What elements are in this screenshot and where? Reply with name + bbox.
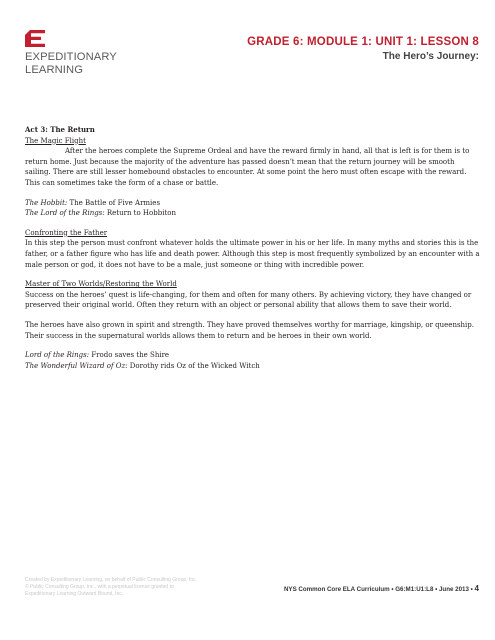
logo-wordmark: EXPEDITIONARY LEARNING [25, 51, 117, 76]
section-heading-master-two-worlds: Master of Two Worlds/Restoring the World [25, 280, 177, 289]
curriculum-line: NYS Common Core ELA Curriculum • G6:M1:U1:L8 • June 2013 • [283, 586, 473, 593]
example-wizard-of-oz [25, 361, 480, 372]
act-heading: Act 3: The Return [25, 125, 95, 134]
copyright-notice [25, 577, 225, 598]
page-number: 4 [474, 584, 479, 593]
master-two-worlds-paragraph-1: Success on the heroes’ quest is life-changing, for them and often for many others. By achieving victory, they have changed or preserved their original world. Often they return with an object or personal ability that allows them to save their world. [25, 290, 472, 310]
example-title: The Wonderful Wizard of Oz: [25, 361, 128, 370]
master-two-worlds-paragraph-2: The heroes have also grown in spirit and strength. They have proved themselves worthy for marriage, kingship, or queenship. Their success in the supernatural worlds allows them to return and be heroes in their own world. [25, 320, 474, 340]
example-text: Dorothy rids Oz of the Wicked Witch [127, 361, 260, 370]
page-footer [284, 584, 479, 593]
copyright-line: Expeditionary Learning Outward Bound, Inc. [25, 591, 124, 597]
example-text: The Battle of Five Armies [67, 198, 161, 207]
example-text: Return to Hobbiton [104, 209, 176, 218]
example-title: Lord of the Rings: [25, 351, 90, 360]
section-heading-confronting-father: Confronting the Father [25, 228, 108, 237]
example-title: The Lord of the Rings: [25, 209, 105, 218]
expeditionary-learning-logo [25, 30, 117, 76]
grade-module-unit-lesson: GRADE 6: MODULE 1: UNIT 1: LESSON 8 [247, 36, 479, 48]
example-hobbit [25, 198, 480, 209]
copyright-line: © Public Consulting Group, Inc., with a perpetual license granted to [25, 584, 174, 590]
example-text: Frodo saves the Shire [89, 351, 170, 360]
confronting-father-paragraph: In this step the person must confront whatever holds the ultimate power in his or her life. In many myths and stories this is the father, or a father figure who has life and death power. Although this step is most frequently symbolized by an encounter with a male person or god, it does not have to be a male, just someone or thing with incredible power. [25, 239, 480, 269]
example-lotr-shire [25, 350, 480, 361]
lesson-header [247, 36, 479, 62]
section-heading-magic-flight: The Magic Flight [25, 136, 86, 145]
lesson-subtitle: The Hero’s Journey: [382, 51, 479, 62]
el-logo-mark-icon [25, 30, 45, 47]
example-lotr-return [25, 208, 480, 219]
copyright-line: Created by Expeditionary Learning, on behalf of Public Consulting Group, Inc. [25, 577, 198, 583]
example-title: The Hobbit: [25, 198, 68, 207]
document-body [25, 125, 480, 371]
magic-flight-paragraph: After the heroes complete the Supreme Ordeal and have the reward firmly in hand, all that is left is for them is to return home. Just because the majority of the adventure has passed doesn’t mean that the return journey will be smooth sailing. There are still lesser homebound obstacles to encounter. At some point the hero must often escape with the reward. This can sometimes take the form of a chase or battle. [25, 147, 470, 187]
